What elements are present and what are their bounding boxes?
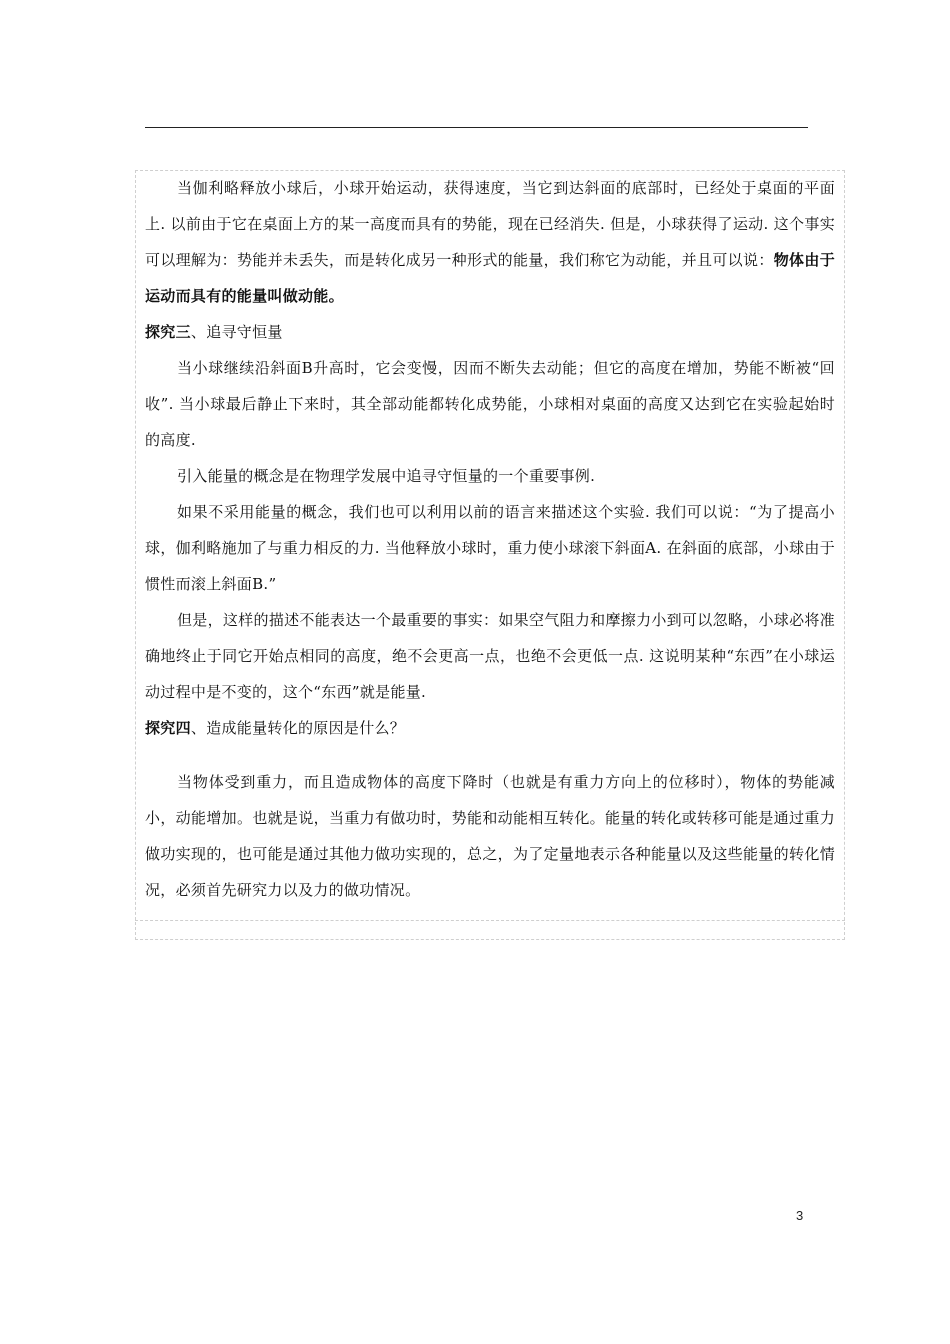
heading-rest: 、追寻守恒量 <box>190 323 283 341</box>
heading-lead: 探究四 <box>145 719 191 737</box>
page-number: 3 <box>796 1208 804 1223</box>
heading-explore-three <box>145 314 835 350</box>
paragraph-kinetic-energy <box>145 170 835 314</box>
paragraph-conserved-quantity: 引入能量的概念是在物理学发展中追寻守恒量的一个重要事例. <box>177 467 596 485</box>
document-body <box>145 170 835 908</box>
heading-lead: 探究三 <box>145 323 191 341</box>
heading-explore-four <box>145 710 835 746</box>
paragraph-old-language: 如果不采用能量的概念，我们也可以利用以前的语言来描述这个实验. 我们可以说：“为了提高小球，伽利略施加了与重力相反的力. 当他释放小球时，重力使小球滚下斜面A. 在斜面的底部，小球由于惯性而滚上斜面B.” <box>145 503 835 593</box>
header-rule <box>145 127 808 128</box>
paragraph-gravity-work: 当物体受到重力，而且造成物体的高度下降时（也就是有重力方向上的位移时），物体的势能减小，动能增加。也就是说，当重力有做功时，势能和动能相互转化。能量的转化或转移可能是通过重力做功实现的，也可能是通过其他力做功实现的，总之，为了定量地表示各种能量以及这些能量的转化情况，必须首先研究力以及力的做功情况。 <box>145 773 835 899</box>
heading-rest: 、造成能量转化的原因是什么？ <box>190 719 406 737</box>
paragraph-text: 当伽利略释放小球后，小球开始运动，获得速度，当它到达斜面的底部时，已经处于桌面的平面上. 以前由于它在桌面上方的某一高度而具有的势能，现在已经消失. 但是，小球获得了运动. 这个事实可以理解为：势能并未丢失，而是转化成另一种形式的能量，我们称它为动能，并且可以说： <box>145 179 835 269</box>
paragraph-recovery: 当小球继续沿斜面B升高时，它会变慢，因而不断失去动能；但它的高度在增加，势能不断被“回收”. 当小球最后静止下来时，其全部动能都转化成势能，小球相对桌面的高度又达到它在实验起始时的高度. <box>145 359 835 449</box>
frame-divider <box>135 920 845 921</box>
spacer <box>145 746 835 764</box>
paragraph-important-fact: 但是，这样的描述不能表达一个最重要的事实：如果空气阻力和摩擦力小到可以忽略，小球必将准确地终止于同它开始点相同的高度，绝不会更高一点，也绝不会更低一点. 这说明某种“东西”在小球运动过程中是不变的，这个“东西”就是能量. <box>145 611 835 701</box>
kinetic-energy-definition: 物体由于运动而具有的能量叫做动能。 <box>145 251 835 305</box>
